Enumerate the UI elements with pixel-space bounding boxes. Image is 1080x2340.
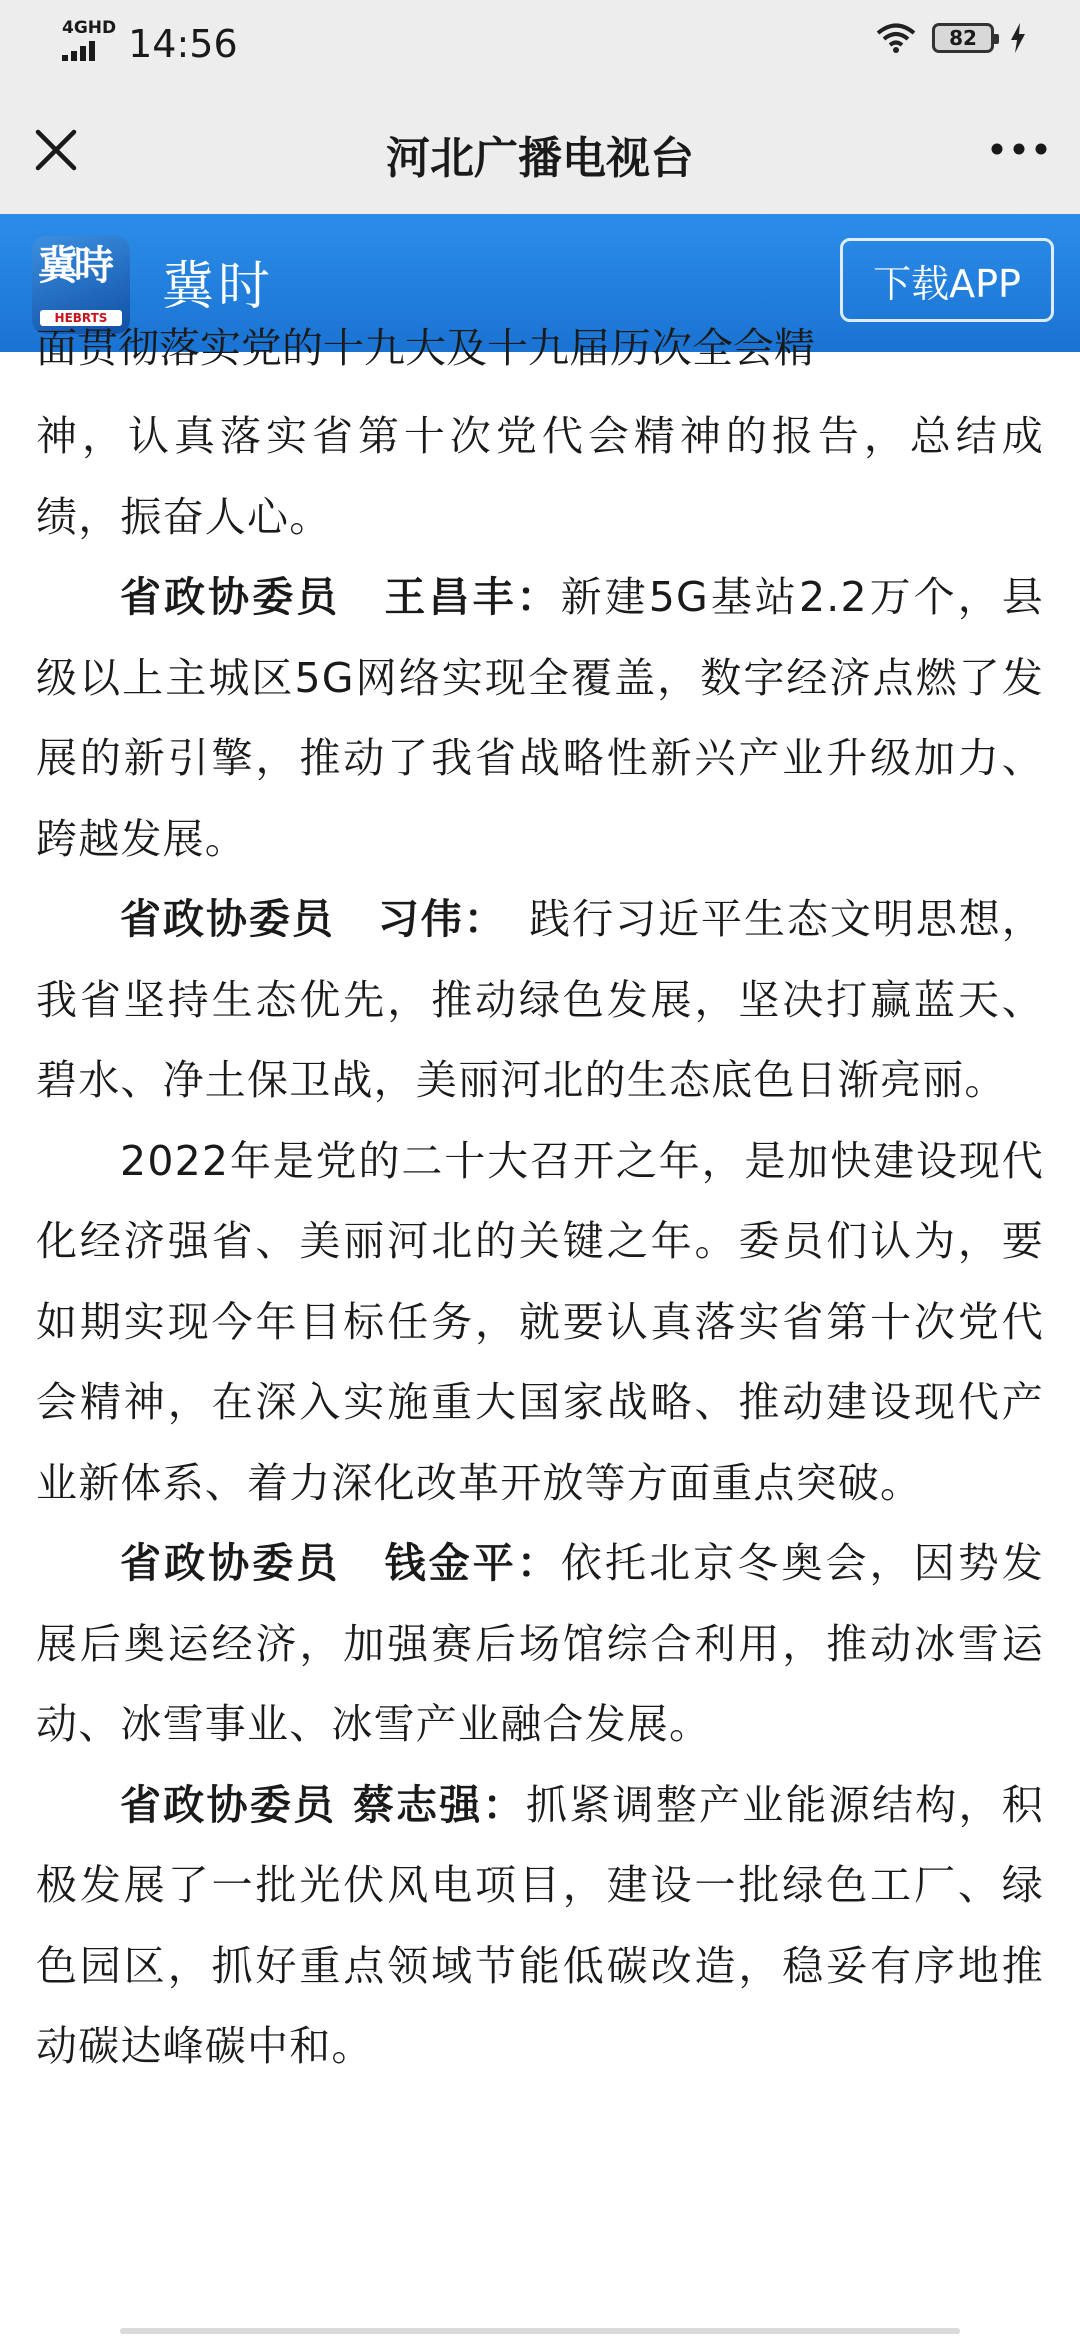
article-paragraph [36,1121,1044,1524]
battery-icon [932,23,994,53]
logo-text: 冀時 [38,242,110,289]
app-name: 冀时 [162,257,275,317]
paragraph-text: 抓紧调整产业能源结构，积极发展了一批光伏风电项目，建设一批绿色工厂、绿色园区，抓好重点领域节能低碳改造，稳妥有序地推动碳达峰碳中和。 [36,1780,1044,2070]
status-bar [0,0,1080,84]
title-bar [0,84,1080,214]
download-app-button[interactable]: 下载APP [840,238,1054,322]
paragraph-text: 依托北京冬奥会，因势发展后奥运经济，加强赛后场馆综合利用，推动冰雪运动、冰雪事业、冰雪产业融合发展。 [36,1539,1044,1748]
page-title: 河北广播电视台 [386,133,694,184]
status-left [62,14,238,66]
more-icon[interactable] [988,134,1050,164]
signal-icon [62,39,95,61]
wifi-icon [876,22,916,54]
article-partial-line: 面贯彻落实党的十九大及十九届历次全会精 [36,324,815,372]
article-paragraph [36,1765,1044,2087]
article-paragraph [36,557,1044,879]
status-time: 14:56 [128,22,238,66]
status-right [876,22,1026,54]
article-paragraph: 神，认真落实省第十次党代会精神的报告，总结成绩，振奋人心。 [36,412,1044,541]
charging-icon [1010,23,1026,53]
speaker-name: 省政协委员 王昌丰： [120,573,561,621]
gesture-bar [120,2328,960,2334]
speaker-name: 省政协委员 钱金平： [120,1539,561,1587]
network-label: 4GHD [62,18,117,38]
paragraph-text: 2022年是党的二十大召开之年，是加快建设现代化经济强省、美丽河北的关键之年。委员们认为，要如期实现今年目标任务，就要认真落实省第十次党代会精神，在深入实施重大国家战略、推动建设现代产业新体系、着力深化改革开放等方面重点突破。 [36,1136,1044,1507]
speaker-name: 省政协委员 蔡志强： [120,1780,526,1829]
article-paragraph [36,879,1044,1121]
battery-level: 82 [949,26,977,50]
speaker-name: 省政协委员 习伟： [120,895,487,943]
article-paragraph [36,1523,1044,1765]
paragraph-text: 新建5G基站2.2万个，县级以上主城区5G网络实现全覆盖，数字经济点燃了发展的新引擎，推动了我省战略性新兴产业升级加力、跨越发展。 [36,573,1044,863]
logo-strip: HEBRTS [40,310,122,326]
paragraph-text: 践行习近平生态文明思想，我省坚持生态优先，推动绿色发展，坚决打赢蓝天、碧水、净土保卫战，美丽河北的生态底色日渐亮丽。 [36,895,1044,1104]
network-indicator [62,19,116,61]
article-text [36,396,1044,2087]
article-body [36,324,1044,2340]
